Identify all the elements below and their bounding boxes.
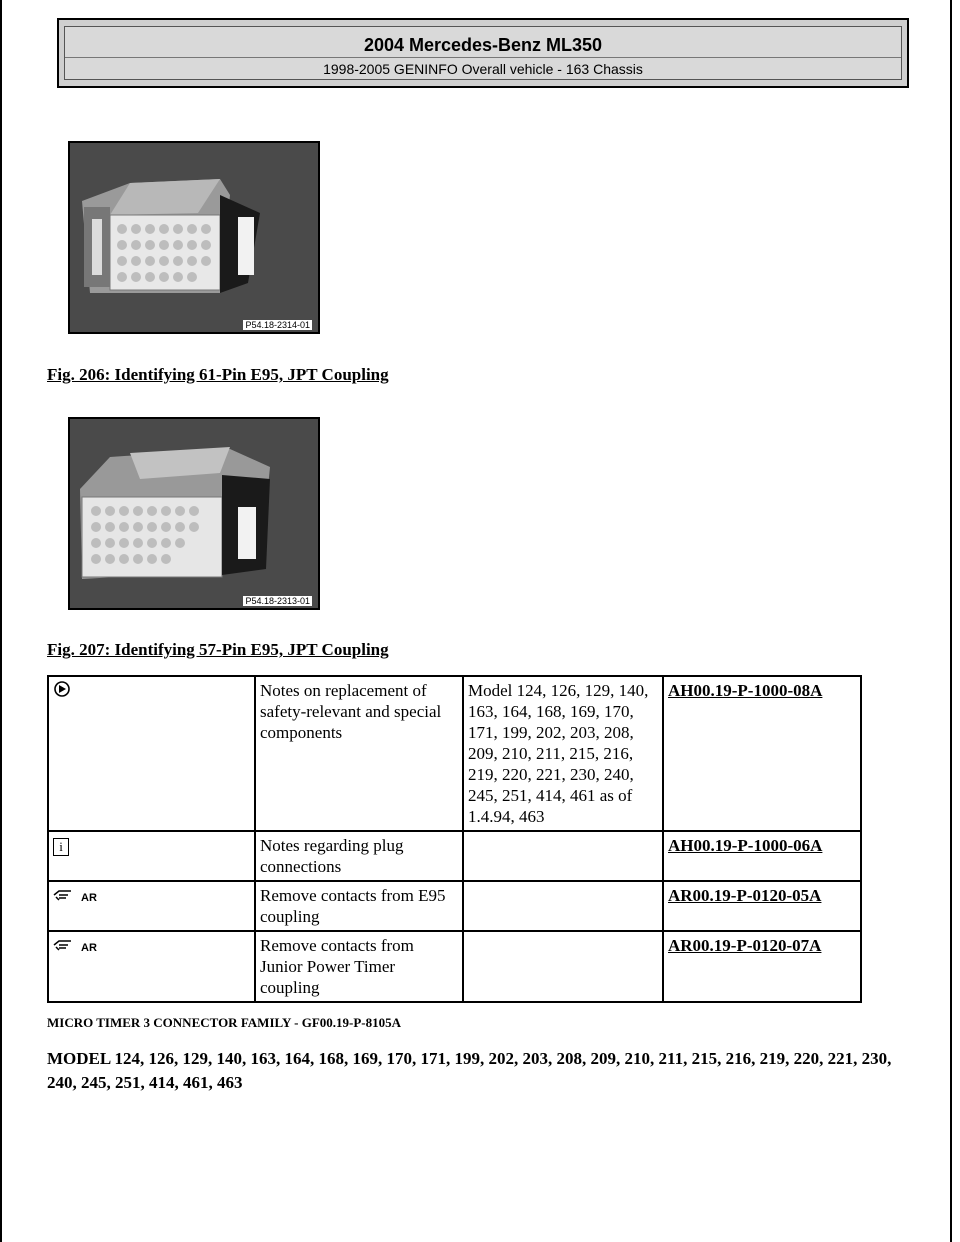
table-row xyxy=(48,881,861,931)
table-cell-description: Remove contacts from E95 coupling xyxy=(255,881,463,931)
reference-link[interactable]: AR00.19-P-0120-07A xyxy=(668,936,822,955)
figure-207-photo xyxy=(68,417,320,610)
table-cell-model xyxy=(463,881,663,931)
header-subtitle: 1998-2005 GENINFO Overall vehicle - 163 Chassis xyxy=(323,61,643,77)
header-divider xyxy=(65,57,901,58)
connector-57-pin-illustration xyxy=(70,419,318,608)
safety-notes-icon xyxy=(53,680,71,703)
table-cell-description: Notes regarding plug connections xyxy=(255,831,463,881)
table-cell-reference xyxy=(663,931,861,1002)
header-title: 2004 Mercedes-Benz ML350 xyxy=(363,35,603,55)
figure-206-caption: Fig. 206: Identifying 61-Pin E95, JPT Coupling xyxy=(47,365,389,384)
table-cell-icon xyxy=(48,676,255,831)
figure-207-caption: Fig. 207: Identifying 57-Pin E95, JPT Coupling xyxy=(47,640,389,659)
reference-link[interactable]: AH00.19-P-1000-08A xyxy=(668,681,823,700)
table-cell-icon xyxy=(48,931,255,1002)
table-row xyxy=(48,831,861,881)
table-cell-reference xyxy=(663,881,861,931)
reference-table xyxy=(47,675,862,1003)
pointing-hand-ar-icon xyxy=(53,885,81,906)
table-cell-icon xyxy=(48,881,255,931)
table-cell-model: Model 124, 126, 129, 140, 163, 164, 168, 169, 170, 171, 199, 202, 203, 208, 209, 210, 211, 215, 216, 219, 220, 221, 230, 240, 245, 251, 414, 461 as of 1.4.94, 463 xyxy=(463,676,663,831)
figure-206-photo xyxy=(68,141,320,334)
pointing-hand-ar-icon xyxy=(53,935,81,956)
table-cell-model xyxy=(463,931,663,1002)
table-cell-description: Notes on replacement of safety-relevant and special components xyxy=(255,676,463,831)
table-cell-model xyxy=(463,831,663,881)
figure-code: P54.18-2313-01 xyxy=(245,596,310,606)
table-cell-reference xyxy=(663,676,861,831)
table-row xyxy=(48,931,861,1002)
ar-icon-label: AR xyxy=(81,942,97,954)
connector-61-pin-illustration xyxy=(70,143,318,332)
header-panel xyxy=(64,26,902,80)
info-icon: i xyxy=(53,838,69,856)
section-models: MODEL 124, 126, 129, 140, 163, 164, 168, 169, 170, 171, 199, 202, 203, 208, 209, 210, 211, 215, 216, 219, 220, 221, 230, 240, 245, 251, 414, 461, 463 xyxy=(47,1049,892,1092)
reference-link[interactable]: AR00.19-P-0120-05A xyxy=(668,886,822,905)
section-title: MICRO TIMER 3 CONNECTOR FAMILY - GF00.19-P-8105A xyxy=(47,1015,402,1030)
page-header xyxy=(57,18,909,88)
reference-link[interactable]: AH00.19-P-1000-06A xyxy=(668,836,823,855)
figure-code: P54.18-2314-01 xyxy=(245,320,310,330)
table-cell-reference xyxy=(663,831,861,881)
table-row xyxy=(48,676,861,831)
table-cell-icon xyxy=(48,831,255,881)
ar-icon-label: AR xyxy=(81,892,97,904)
table-cell-description: Remove contacts from Junior Power Timer coupling xyxy=(255,931,463,1002)
